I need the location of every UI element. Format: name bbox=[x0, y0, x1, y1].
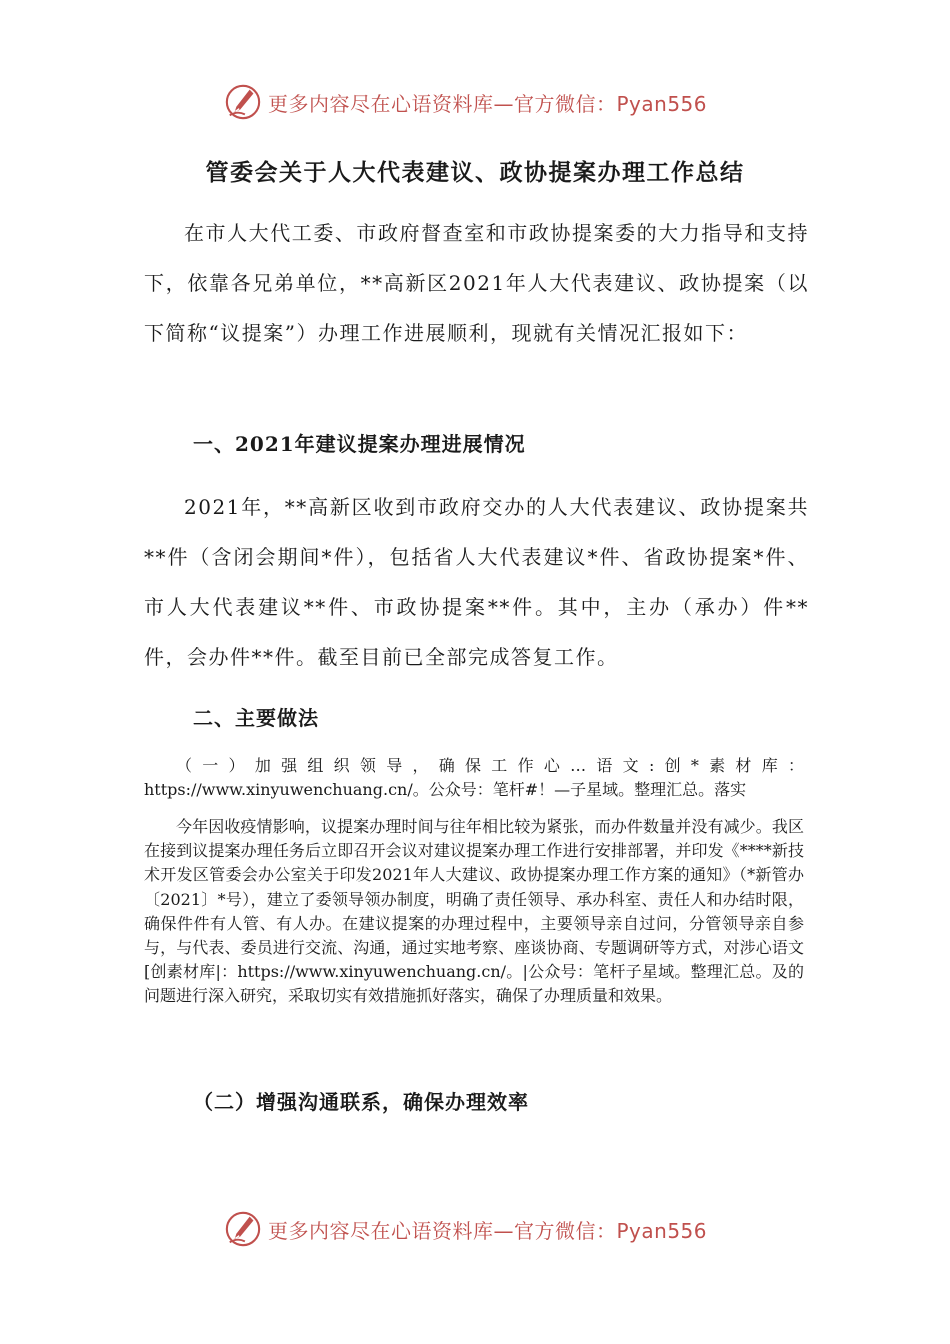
subsection1-heading: （一）加强组织领导，确保工作心…语文:创*素材库：https://www.xinyuwenchuang.cn/。公众号：笔杆#！—子星域。整理汇总。落实 bbox=[144, 756, 804, 800]
section1-paragraph: 2021年，**高新区收到市政府交办的人大代表建议、政协提案共**件（含闭会期间*件），包括省人大代表建议*件、省政协提案*件、市人大代表建议**件、市政协提案**件。其中，主办（承办）件**件，会办件**件。截至目前已全部完成答复工作。 bbox=[144, 495, 809, 669]
footer-banner bbox=[224, 1207, 707, 1251]
banner-text: 更多内容尽在心语资料库—官方微信：Pyan556 bbox=[268, 91, 708, 116]
header-banner bbox=[224, 80, 707, 124]
subsection2-heading: （二）增强沟通联系，确保办理效率 bbox=[193, 1090, 529, 1114]
document-title: 管委会关于人大代表建议、政协提案办理工作总结 bbox=[205, 159, 745, 186]
pen-nib-icon bbox=[224, 1210, 262, 1248]
pen-nib-icon bbox=[224, 83, 262, 121]
subsection1-paragraph: 今年因收疫情影响，议提案办理时间与往年相比较为紧张，而办件数量并没有减少。我区在接到议提案办理任务后立即召开会议对建议提案办理工作进行安排部署，并印发《****新技术开发区管委会办公室关于印发2021年人大建议、政协提案办理工作方案的通知》（*新管办〔2021〕*号），建立了委领导领办制度，明确了责任领导、承办科室、责任人和办结时限，确保件件有人管、有人办。在建议提案的办理过程中，主要领导亲自过问，分管领导亲自参与，与代表、委员进行交流、沟通，通过实地考察、座谈协商、专题调研等方式，对涉心语文[创素材库|：https://www.xinyuwenchuang.cn/。|公众号：笔杆子星域。整理汇总。及的问题进行深入研究，采取切实有效措施抓好落实，确保了办理质量和效果。 bbox=[144, 817, 804, 1006]
banner-text: 更多内容尽在心语资料库—官方微信：Pyan556 bbox=[268, 1218, 708, 1243]
section1-heading: 一、2021年建议提案办理进展情况 bbox=[193, 432, 526, 456]
section2-heading: 二、主要做法 bbox=[193, 706, 319, 730]
intro-paragraph: 在市人大代工委、市政府督查室和市政协提案委的大力指导和支持下，依靠各兄弟单位，**高新区2021年人大代表建议、政协提案（以下简称“议提案”）办理工作进展顺利，现就有关情况汇报如下： bbox=[144, 221, 809, 345]
